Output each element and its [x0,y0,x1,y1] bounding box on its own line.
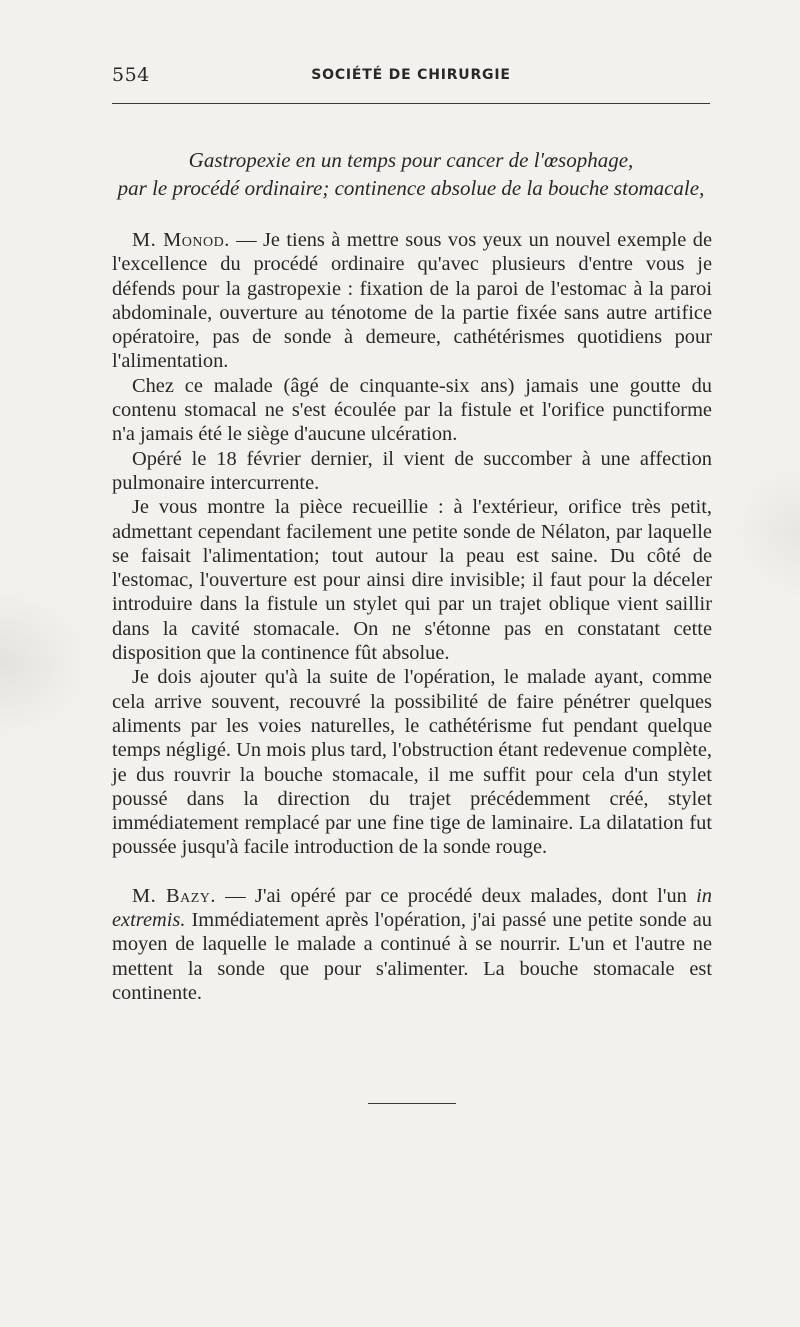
bazy-paragraph [112,884,712,1005]
subtitle-line-1: Gastropexie en un temps pour cancer de l'œsophage, [188,148,634,172]
bazy-text-after-italic: Immédiatement après l'opération, j'ai passé une petite sonde au moyen de laquelle le malade a continué à se nourrir. L'un et l'autre ne mettent la sonde que pour s'alimenter. La bouche stomacale est continente. [112,909,712,1004]
article-body [112,228,712,1005]
bazy-text-before-italic: — J'ai opéré par ce procédé deux malades, dont l'un [215,884,697,907]
monod-paragraph-2: Chez ce malade (âgé de cinquante-six ans) jamais une goutte du contenu stomacal ne s'est écoulée par la fistule et l'orifice punctiforme n'a jamais été le siège d'aucune ulcération. [112,374,712,446]
monod-paragraph-4: Je vous montre la pièce recueillie : à l'extérieur, orifice très petit, admettant cependant facilement une petite sonde de Nélaton, par laquelle se faisait l'alimentation; tout autour la peau est saine. Du côté de l'estomac, l'ouverture est pour ainsi dire invisible; il faut pour la déceler introduire dans la fistule un stylet qui par un trajet oblique vient saillir dans la cavité stomacale. On ne s'étonne pas en constatant cette disposition que la continence fût absolue. [112,496,712,665]
speaker-bazy: M. Bazy. [132,884,216,907]
monod-paragraph-5: Je dois ajouter qu'à la suite de l'opération, le malade ayant, comme cela arrive souvent, recouvré la possibilité de faire pénétrer quelques aliments par les voies naturelles, le cathétérisme fut pendant quelque temps négligé. Un mois plus tard, l'obstruction étant redevenue complète, je dus rouvrir la bouche stomacale, il me suffit pour cela d'un stylet poussé dans la direction du trajet précédemment créé, stylet immédiatement remplacé par une fine tige de laminaire. La dilatation fut poussée jusqu'à facile introduction de la sonde rouge. [112,666,712,859]
bazy-italic-phrase: in extremis. [112,884,712,932]
monod-paragraph-1-text: — Je tiens à mettre sous vos yeux un nouvel exemple de l'excellence du procédé ordinaire qu'avec plusieurs d'entre vous je défends pour la gastropexie : fixation de la paroi de l'estomac à la paroi abdominale, ouverture au ténotome de la partie fixée sans autre artifice opératoire, pas de sonde à demeure, cathétérismes quotidiens pour l'alimentation. [112,229,712,373]
subtitle-line-2: par le procédé ordinaire; continence absolue de la bouche stomacale, [117,176,705,200]
monod-paragraph-3: Opéré le 18 février dernier, il vient de succomber à une affection pulmonaire intercurrente. [112,447,712,494]
monod-paragraph-1 [112,228,712,374]
closing-rule [368,1103,456,1104]
header-rule [112,103,710,104]
article-subtitle [112,146,710,202]
page-number: 554 [112,64,150,86]
speaker-monod: M. Monod. [132,229,230,251]
running-title: SOCIÉTÉ DE CHIRURGIE [311,67,511,83]
page-header [112,64,710,88]
